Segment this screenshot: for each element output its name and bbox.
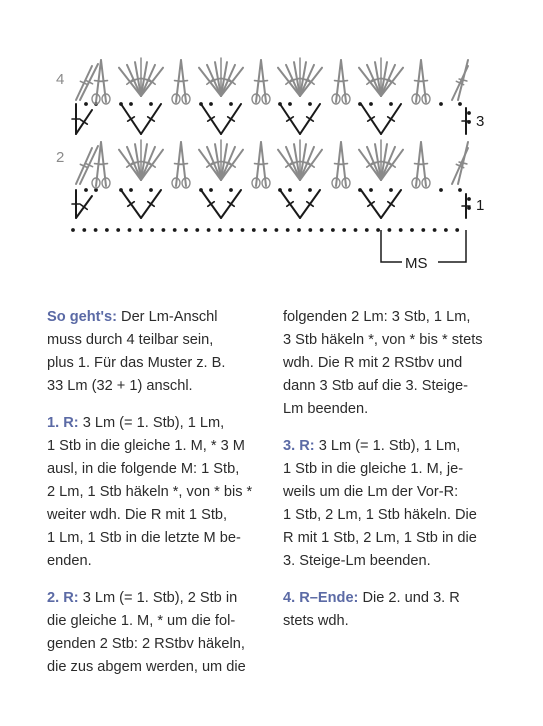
instruction-line bbox=[47, 656, 279, 679]
instruction-text: weiter wdh. Die R mit 1 Stb, bbox=[47, 507, 228, 523]
instruction-paragraph bbox=[47, 306, 279, 398]
chain-dot bbox=[229, 228, 233, 232]
instruction-text: dann 3 Stb auf die 3. Steige- bbox=[283, 378, 468, 394]
instruction-line bbox=[47, 527, 279, 550]
instruction-line bbox=[47, 587, 279, 610]
chain-dot bbox=[82, 228, 86, 232]
chain-dot bbox=[320, 228, 324, 232]
chain-dot bbox=[139, 228, 143, 232]
instruction-text: 1 Stb in die gleiche 1. M, * 3 M bbox=[47, 438, 245, 454]
chain-dot bbox=[129, 102, 133, 106]
chain-dot bbox=[94, 228, 98, 232]
chain-dot bbox=[358, 188, 362, 192]
instruction-line bbox=[283, 527, 515, 550]
instruction-lead: 2. R: bbox=[47, 590, 79, 606]
row-2-cluster-stitch-bar bbox=[420, 164, 428, 165]
chain-dot bbox=[229, 188, 233, 192]
instruction-line bbox=[283, 306, 515, 329]
chain-dot bbox=[458, 188, 462, 192]
instruction-text: wdh. Die R mit 2 RStbv und bbox=[283, 355, 463, 371]
instruction-line bbox=[283, 458, 515, 481]
instruction-text: 3. Steige-Lm beenden. bbox=[283, 553, 431, 569]
chain-dot bbox=[241, 228, 245, 232]
chain-dot bbox=[365, 228, 369, 232]
instruction-paragraph bbox=[283, 587, 515, 633]
chain-dot bbox=[119, 102, 123, 106]
chain-dot bbox=[354, 228, 358, 232]
repeat-label: MS bbox=[405, 255, 428, 272]
instruction-line bbox=[47, 329, 279, 352]
row-4-cluster-stitch-bar bbox=[420, 81, 428, 82]
chain-dot bbox=[105, 228, 109, 232]
chain-dot bbox=[229, 102, 233, 106]
instruction-line bbox=[47, 633, 279, 656]
chain-dot bbox=[278, 188, 282, 192]
chain-dot bbox=[389, 188, 393, 192]
instruction-text: 3 Stb häkeln *, von * bis * stets bbox=[283, 332, 483, 348]
instructions-right-column bbox=[283, 306, 515, 647]
chain-dot bbox=[297, 228, 301, 232]
chain-dot bbox=[331, 228, 335, 232]
instruction-line bbox=[283, 481, 515, 504]
instruction-line bbox=[283, 587, 515, 610]
chain-dot bbox=[84, 102, 88, 106]
chain-dot bbox=[84, 188, 88, 192]
instruction-line bbox=[283, 329, 515, 352]
chain-dot bbox=[455, 228, 459, 232]
instruction-lead: 3. R: bbox=[283, 438, 315, 454]
instruction-paragraph bbox=[283, 306, 515, 421]
instruction-text: 1 Stb, 2 Lm, 1 Stb häkeln. Die bbox=[283, 507, 477, 523]
chain-dot bbox=[275, 228, 279, 232]
chain-dot bbox=[119, 188, 123, 192]
instruction-paragraph bbox=[47, 587, 279, 679]
instruction-line bbox=[47, 610, 279, 633]
chain-dot bbox=[433, 228, 437, 232]
chain-dot bbox=[252, 228, 256, 232]
chain-dot bbox=[458, 102, 462, 106]
instruction-line bbox=[283, 435, 515, 458]
row-number-3: 3 bbox=[476, 113, 485, 130]
instruction-text: weils um die Lm der Vor-R: bbox=[283, 484, 459, 500]
chain-dot bbox=[308, 188, 312, 192]
instruction-text: genden 2 Stb: 2 RStbv häkeln, bbox=[47, 636, 245, 652]
instruction-text: 2 Lm, 1 Stb häkeln *, von * bis * bbox=[47, 484, 253, 500]
instruction-line bbox=[283, 375, 515, 398]
chain-dot bbox=[184, 228, 188, 232]
chain-dot bbox=[199, 102, 203, 106]
instruction-text: 33 Lm (32 + 1) anschl. bbox=[47, 378, 193, 394]
chain-dot bbox=[71, 228, 75, 232]
row-2-cluster-stitch-bar bbox=[180, 164, 188, 165]
instruction-text: Die 2. und 3. R bbox=[362, 590, 460, 606]
instruction-text: die zus abgem werden, um die bbox=[47, 659, 246, 675]
chain-dot bbox=[173, 228, 177, 232]
crochet-chart bbox=[0, 0, 543, 290]
instruction-line bbox=[47, 504, 279, 527]
instruction-line bbox=[47, 352, 279, 375]
instruction-text: stets wdh. bbox=[283, 613, 349, 629]
chain-dot bbox=[278, 102, 282, 106]
instruction-line bbox=[47, 412, 279, 435]
chain-dot bbox=[149, 188, 153, 192]
chain-dot bbox=[209, 102, 213, 106]
chain-dot bbox=[218, 228, 222, 232]
instructions-left-column bbox=[47, 306, 279, 693]
instruction-lead: 4. R–Ende: bbox=[283, 590, 359, 606]
chain-dot bbox=[399, 228, 403, 232]
chain-dot bbox=[342, 228, 346, 232]
chain-dot bbox=[467, 197, 471, 201]
row-4-cluster-stitch-bar bbox=[100, 81, 108, 82]
chain-dot bbox=[467, 111, 471, 115]
instruction-text: die gleiche 1. M, * um die fol- bbox=[47, 613, 236, 629]
instruction-text: ausl, in die folgende M: 1 Stb, bbox=[47, 461, 240, 477]
chain-dot bbox=[199, 188, 203, 192]
row-2-cluster-stitch-bar bbox=[100, 164, 108, 165]
chain-dot bbox=[467, 206, 471, 210]
chain-dot bbox=[358, 102, 362, 106]
instruction-text: Lm beenden. bbox=[283, 401, 369, 417]
instruction-line bbox=[47, 550, 279, 573]
chain-dot bbox=[207, 228, 211, 232]
instruction-line bbox=[283, 610, 515, 633]
instruction-text: 3 Lm (= 1. Stb), 2 Stb in bbox=[82, 590, 238, 606]
instruction-line bbox=[47, 375, 279, 398]
instruction-paragraph bbox=[47, 412, 279, 573]
chain-dot bbox=[149, 102, 153, 106]
instruction-text: folgenden 2 Lm: 3 Stb, 1 Lm, bbox=[283, 309, 471, 325]
instruction-text: 3 Lm (= 1. Stb), 1 Lm, bbox=[318, 438, 461, 454]
row-2-cluster-stitch-bar bbox=[340, 164, 348, 165]
chain-dot bbox=[162, 228, 166, 232]
instruction-line bbox=[47, 306, 279, 329]
chain-dot bbox=[389, 102, 393, 106]
row-2-cluster-stitch-bar bbox=[260, 164, 268, 165]
chain-dot bbox=[388, 228, 392, 232]
row-number-4: 4 bbox=[56, 71, 65, 88]
chain-dot bbox=[286, 228, 290, 232]
chain-dot bbox=[209, 188, 213, 192]
row-number-2: 2 bbox=[56, 149, 65, 166]
instruction-text: 1 Lm, 1 Stb in die letzte M be- bbox=[47, 530, 241, 546]
instruction-line bbox=[283, 504, 515, 527]
row-4-cluster-stitch-bar bbox=[180, 81, 188, 82]
instruction-text: R mit 1 Stb, 2 Lm, 1 Stb in die bbox=[283, 530, 477, 546]
chain-dot bbox=[128, 228, 132, 232]
chain-dot bbox=[308, 228, 312, 232]
instruction-lead: 1. R: bbox=[47, 415, 79, 431]
chain-dot bbox=[444, 228, 448, 232]
instruction-line bbox=[283, 398, 515, 421]
instruction-line bbox=[47, 458, 279, 481]
chain-dot bbox=[308, 102, 312, 106]
chain-dot bbox=[288, 188, 292, 192]
chain-dot bbox=[376, 228, 380, 232]
instruction-paragraph bbox=[283, 435, 515, 573]
instruction-text: 3 Lm (= 1. Stb), 1 Lm, bbox=[82, 415, 225, 431]
chain-dot bbox=[439, 188, 443, 192]
row-4-cluster-stitch-bar bbox=[260, 81, 268, 82]
instruction-text: Der Lm-Anschl bbox=[121, 309, 218, 325]
instruction-lead: So geht's: bbox=[47, 309, 117, 325]
chain-dot bbox=[369, 102, 373, 106]
instruction-line bbox=[47, 481, 279, 504]
chain-dot bbox=[116, 228, 120, 232]
chain-dot bbox=[421, 228, 425, 232]
chain-dot bbox=[263, 228, 267, 232]
row-number-1: 1 bbox=[476, 197, 485, 214]
chain-dot bbox=[288, 102, 292, 106]
chain-dot bbox=[150, 228, 154, 232]
instruction-line bbox=[283, 352, 515, 375]
row-4-cluster-stitch-bar bbox=[340, 81, 348, 82]
instruction-text: 1 Stb in die gleiche 1. M, je- bbox=[283, 461, 464, 477]
chain-dot bbox=[369, 188, 373, 192]
instruction-line bbox=[283, 550, 515, 573]
chain-dot bbox=[195, 228, 199, 232]
chain-dot bbox=[439, 102, 443, 106]
instruction-text: muss durch 4 teilbar sein, bbox=[47, 332, 214, 348]
instruction-line bbox=[47, 435, 279, 458]
chain-dot bbox=[467, 120, 471, 124]
chain-dot bbox=[129, 188, 133, 192]
instruction-text: enden. bbox=[47, 553, 92, 569]
instruction-text: plus 1. Für das Muster z. B. bbox=[47, 355, 226, 371]
chain-dot bbox=[410, 228, 414, 232]
chart-symbols bbox=[71, 58, 471, 232]
